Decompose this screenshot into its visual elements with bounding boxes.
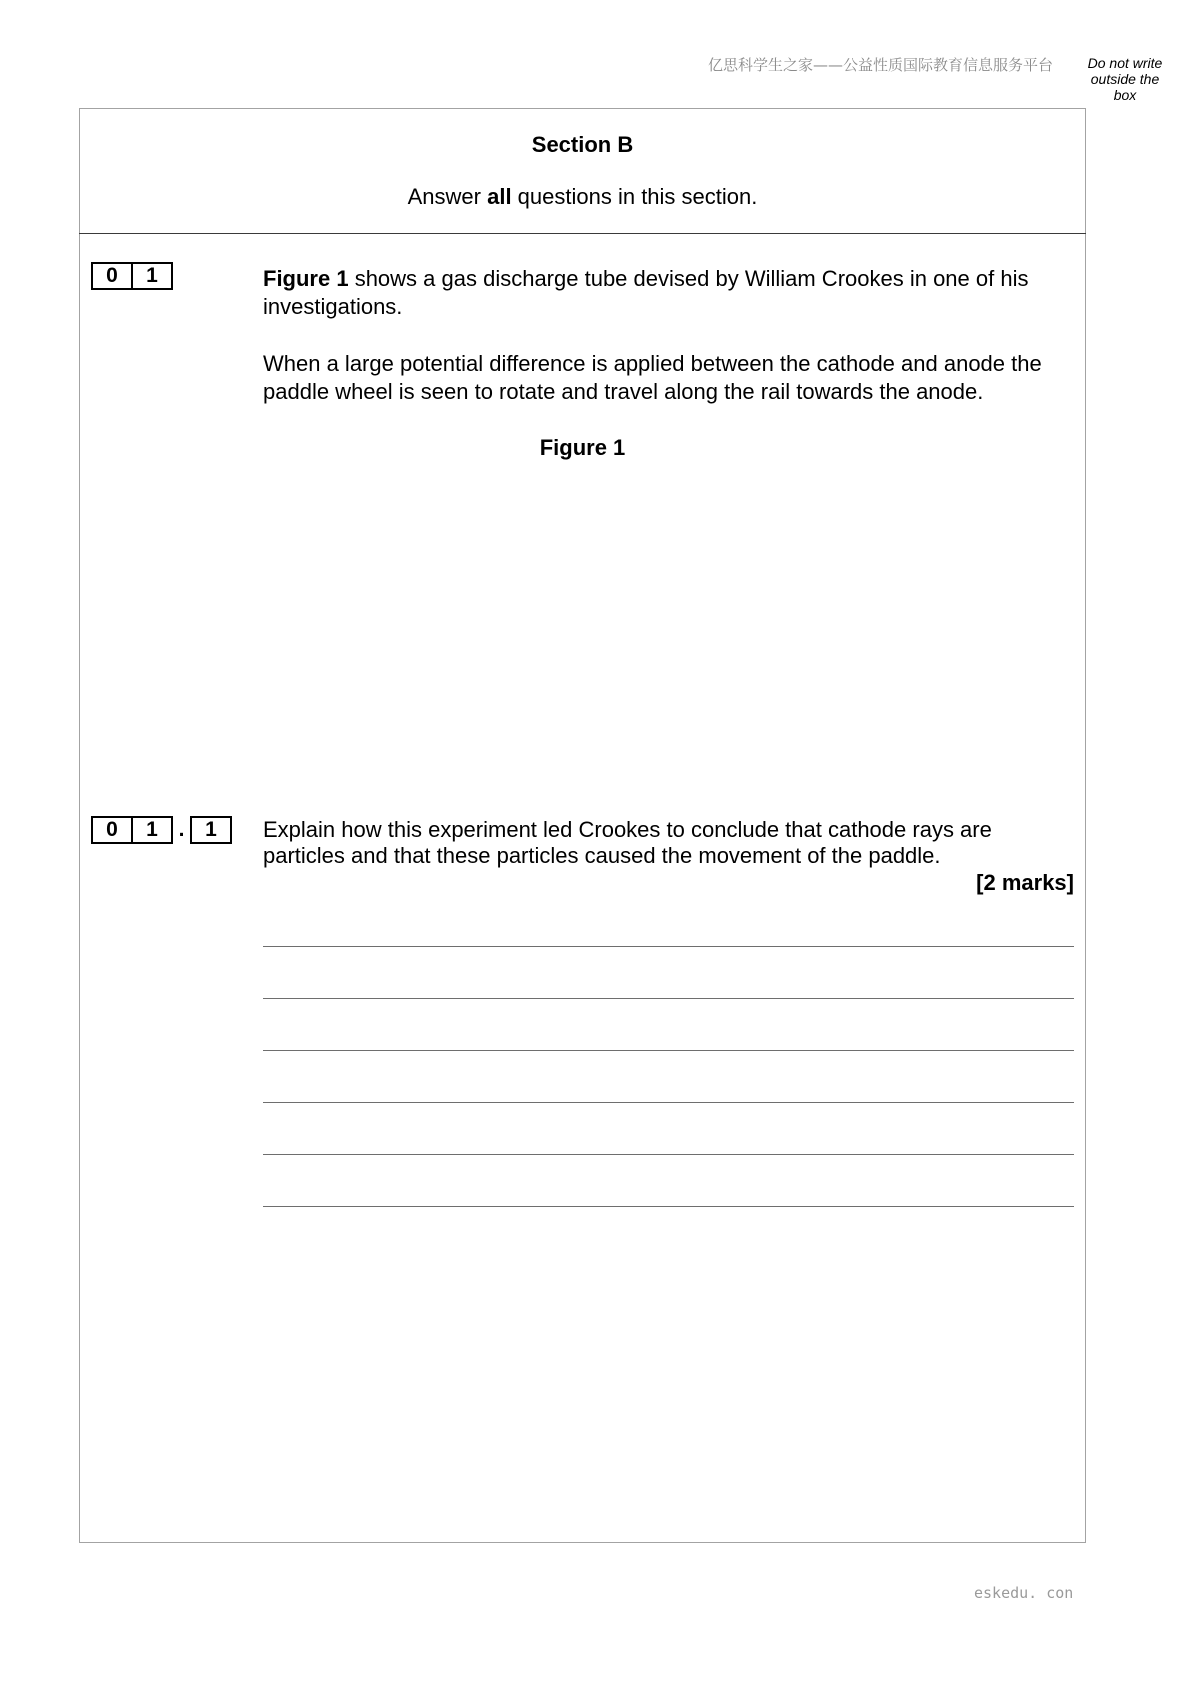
section-title: Section B [531, 132, 634, 157]
figure-reference: Figure 1 [263, 266, 349, 291]
question-number-digit: 0 [91, 816, 133, 844]
answer-line [263, 1206, 1074, 1207]
question-01-intro-text: shows a gas discharge tube devised by William Crookes in one of his investigations. [263, 266, 1029, 319]
answer-line [263, 946, 1074, 947]
question-number-digit: 1 [190, 816, 232, 844]
question-number-01 [91, 262, 173, 290]
instruction-prefix: Answer [407, 184, 488, 209]
instruction-suffix: questions in this section. [511, 184, 758, 209]
marks-label: [2 marks] [976, 870, 1074, 895]
answer-line [263, 998, 1074, 999]
question-number-01-1 [91, 816, 232, 844]
answer-line [263, 1154, 1074, 1155]
section-divider [79, 233, 1086, 234]
margin-note: Do not write outside the box [1087, 55, 1163, 103]
footer-watermark-text: eskedu. con [974, 1584, 1074, 1602]
question-number-digit: 1 [131, 816, 173, 844]
instruction-emphasis: all [487, 184, 512, 209]
section-instruction [79, 183, 1086, 211]
question-number-separator: . [178, 818, 185, 841]
answer-line [263, 1102, 1074, 1103]
answer-line [263, 1050, 1074, 1051]
figure-1-image [263, 470, 1063, 790]
header-site-text: 亿思科学生之家——公益性质国际教育信息服务平台 [707, 56, 1053, 74]
question-01-1-text: Explain how this experiment led Crookes to conclude that cathode rays are particles and that these particles caused the movement of the paddle. [263, 817, 992, 868]
question-01-description: When a large potential difference is applied between the cathode and anode the paddle wheel is seen to rotate and travel along the rail towards the anode. [263, 351, 1042, 404]
question-number-digit: 0 [91, 262, 133, 290]
question-number-digit: 1 [131, 262, 173, 290]
figure-label: Figure 1 [539, 435, 626, 460]
question-01-intro [263, 265, 1063, 321]
